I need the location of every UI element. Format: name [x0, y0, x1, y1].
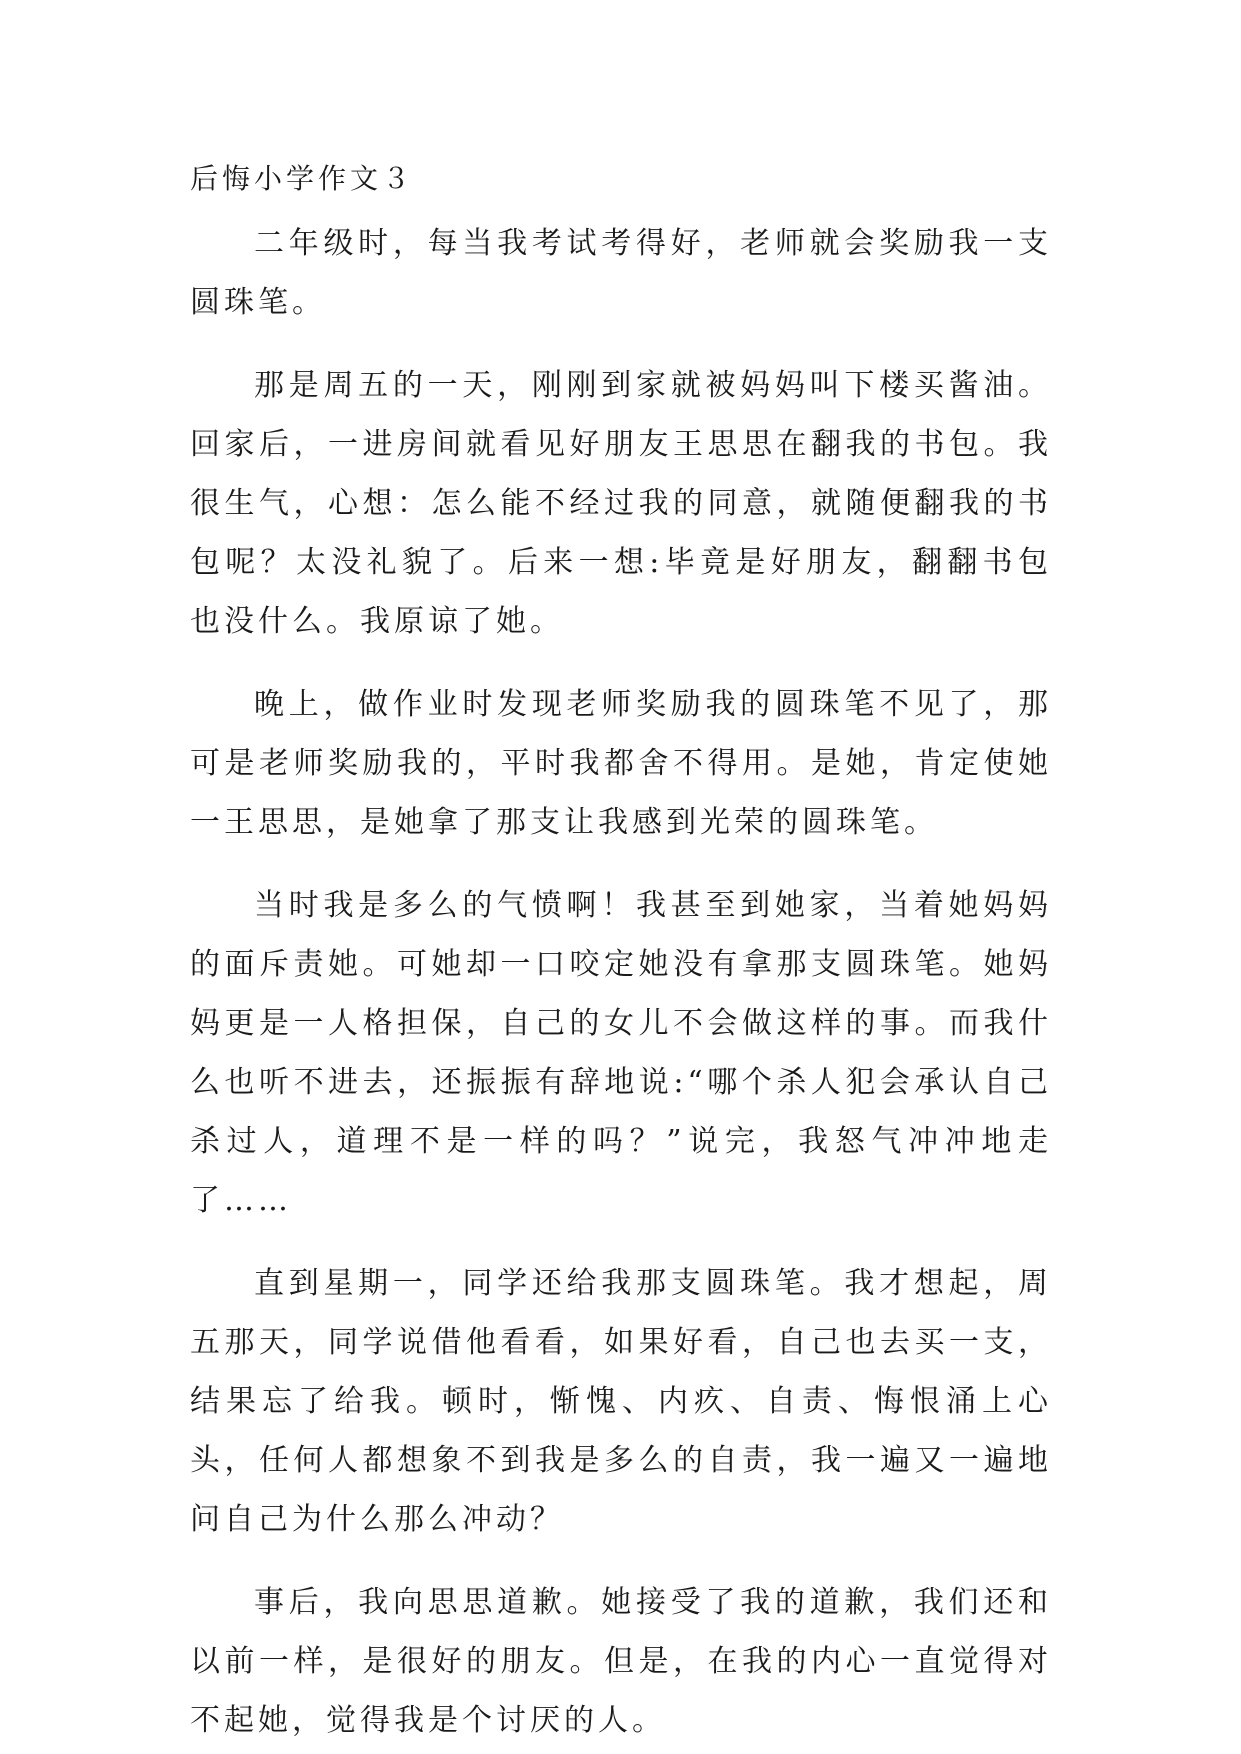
paragraph-1: 二年级时，每当我考试考得好，老师就会奖励我一支圆珠笔。: [190, 226, 1052, 320]
document-title: 后悔小学作文３: [190, 162, 415, 195]
paragraph-5: 直到星期一，同学还给我那支圆珠笔。我才想起，周五那天，同学说借他看看，如果好看，自己也去买一支，结果忘了给我。顿时，惭愧、内疚、自责、悔恨涌上心头，任何人都想象不到我是多么的自责，我一遍又一遍地问自己为什么那么冲动？: [190, 1266, 1052, 1537]
paragraph-2: 那是周五的一天，刚刚到家就被妈妈叫下楼买酱油。回家后，一进房间就看见好朋友王思思在翻我的书包。我很生气，心想：怎么能不经过我的同意，就随便翻我的书包呢？太没礼貌了。后来一想:毕竟是好朋友，翻翻书包也没什么。我原谅了她。: [190, 368, 1052, 639]
paragraph-3: 晚上，做作业时发现老师奖励我的圆珠笔不见了，那可是老师奖励我的，平时我都舍不得用。是她，肯定使她一王思思，是她拿了那支让我感到光荣的圆珠笔。: [190, 687, 1052, 840]
paragraph-6: 事后，我向思思道歉。她接受了我的道歉，我们还和以前一样，是很好的朋友。但是，在我的内心一直觉得对不起她，觉得我是个讨厌的人。: [190, 1585, 1052, 1738]
paragraph-4: 当时我是多么的气愤啊！我甚至到她家，当着她妈妈的面斥责她。可她却一口咬定她没有拿那支圆珠笔。她妈妈更是一人格担保，自己的女儿不会做这样的事。而我什么也听不进去，还振振有辞地说:“哪个杀人犯会承认自己杀过人，道理不是一样的吗？”说完，我怒气冲冲地走了……: [190, 888, 1052, 1218]
document-body: [190, 160, 1052, 1750]
